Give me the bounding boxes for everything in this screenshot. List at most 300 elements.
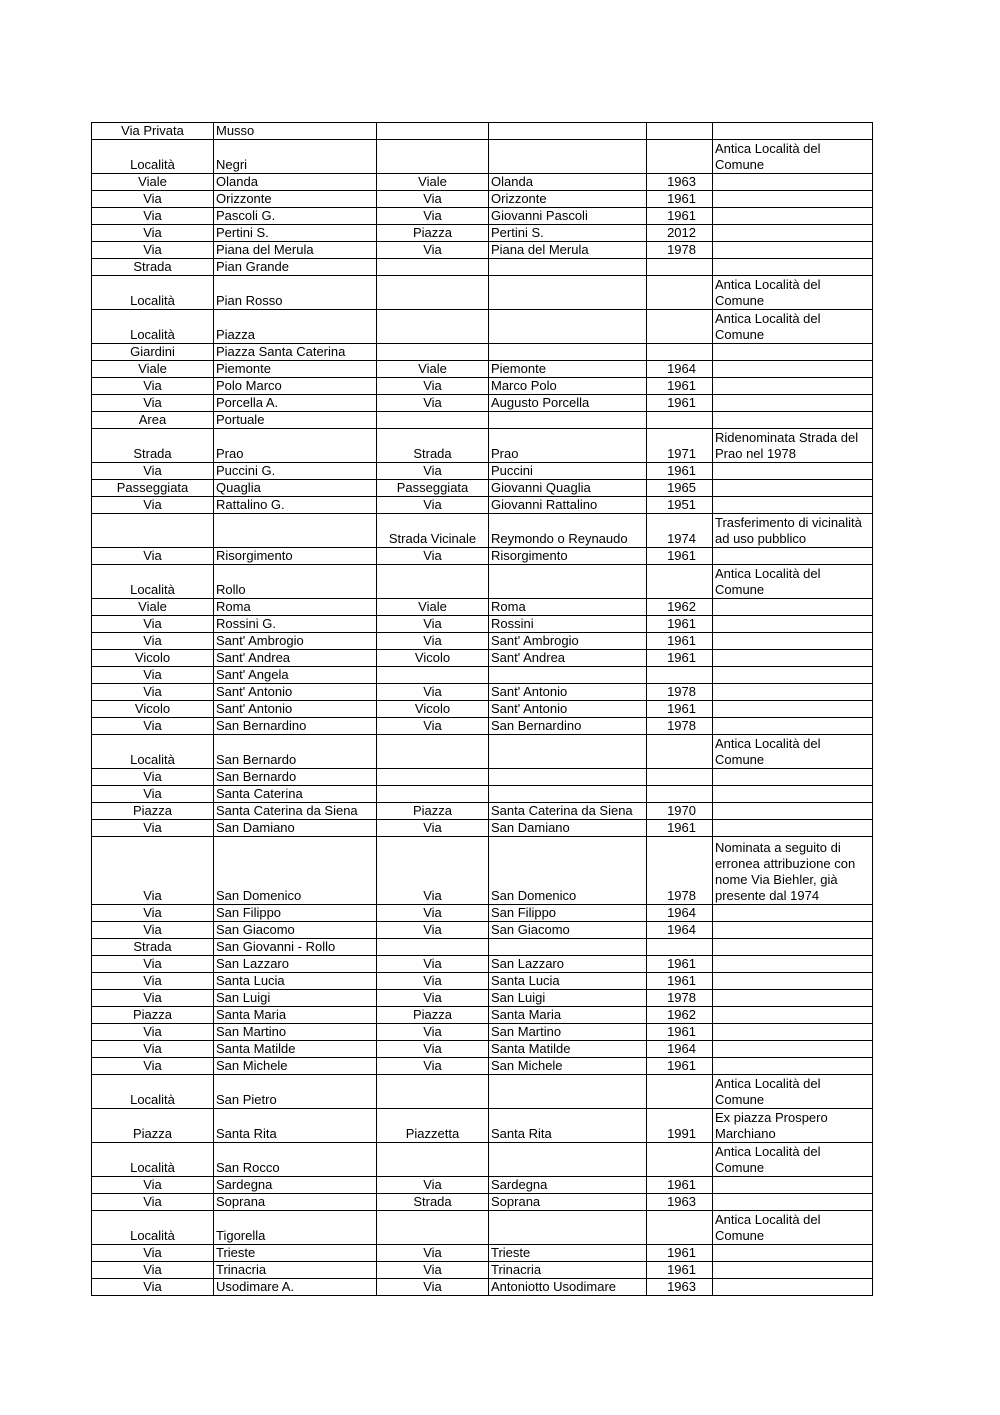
table-row bbox=[92, 1041, 873, 1058]
old-name-cell: Piana del Merula bbox=[214, 242, 377, 259]
year-cell: 1978 bbox=[647, 684, 713, 701]
old-name-cell: Pertini S. bbox=[214, 225, 377, 242]
note-cell: Trasferimento di vicinalità ad uso pubblico bbox=[713, 514, 873, 548]
old-type-cell: Località bbox=[92, 1211, 214, 1245]
table-row bbox=[92, 497, 873, 514]
note-cell bbox=[713, 922, 873, 939]
new-type-cell: Vicolo bbox=[377, 701, 489, 718]
old-type-cell: Via bbox=[92, 769, 214, 786]
new-type-cell: Via bbox=[377, 1058, 489, 1075]
note-cell: Antica Località del Comune bbox=[713, 1143, 873, 1177]
new-type-cell: Via bbox=[377, 684, 489, 701]
new-name-cell: Sant' Andrea bbox=[489, 650, 647, 667]
note-cell bbox=[713, 463, 873, 480]
table-row bbox=[92, 769, 873, 786]
table-row bbox=[92, 990, 873, 1007]
year-cell bbox=[647, 735, 713, 769]
new-type-cell: Via bbox=[377, 395, 489, 412]
year-cell bbox=[647, 667, 713, 684]
new-name-cell bbox=[489, 276, 647, 310]
new-name-cell: Trieste bbox=[489, 1245, 647, 1262]
old-type-cell: Viale bbox=[92, 174, 214, 191]
note-cell bbox=[713, 208, 873, 225]
new-type-cell: Via bbox=[377, 378, 489, 395]
old-type-cell: Strada bbox=[92, 939, 214, 956]
table-row bbox=[92, 191, 873, 208]
old-name-cell: Portuale bbox=[214, 412, 377, 429]
table-row bbox=[92, 718, 873, 735]
new-name-cell: Roma bbox=[489, 599, 647, 616]
old-type-cell: Via bbox=[92, 208, 214, 225]
table-row bbox=[92, 1143, 873, 1177]
new-type-cell: Via bbox=[377, 1041, 489, 1058]
old-type-cell: Località bbox=[92, 565, 214, 599]
year-cell: 1961 bbox=[647, 973, 713, 990]
new-name-cell bbox=[489, 344, 647, 361]
new-name-cell: Giovanni Rattalino bbox=[489, 497, 647, 514]
table-row bbox=[92, 225, 873, 242]
table-row bbox=[92, 820, 873, 837]
old-type-cell: Via bbox=[92, 905, 214, 922]
old-name-cell: San Pietro bbox=[214, 1075, 377, 1109]
new-name-cell: Soprana bbox=[489, 1194, 647, 1211]
table-row bbox=[92, 480, 873, 497]
year-cell bbox=[647, 1075, 713, 1109]
old-name-cell: Rattalino G. bbox=[214, 497, 377, 514]
old-type-cell: Via bbox=[92, 378, 214, 395]
year-cell bbox=[647, 769, 713, 786]
old-type-cell: Via bbox=[92, 1177, 214, 1194]
new-name-cell: Rossini bbox=[489, 616, 647, 633]
year-cell: 1951 bbox=[647, 497, 713, 514]
new-name-cell: Marco Polo bbox=[489, 378, 647, 395]
new-type-cell: Via bbox=[377, 990, 489, 1007]
old-name-cell: Sant' Andrea bbox=[214, 650, 377, 667]
year-cell: 1978 bbox=[647, 990, 713, 1007]
old-name-cell: Tigorella bbox=[214, 1211, 377, 1245]
year-cell: 1978 bbox=[647, 718, 713, 735]
old-type-cell: Via bbox=[92, 1024, 214, 1041]
new-type-cell bbox=[377, 412, 489, 429]
year-cell: 1964 bbox=[647, 905, 713, 922]
year-cell: 1961 bbox=[647, 463, 713, 480]
new-name-cell: Sant' Antonio bbox=[489, 701, 647, 718]
year-cell bbox=[647, 344, 713, 361]
old-name-cell: Santa Rita bbox=[214, 1109, 377, 1143]
table-row bbox=[92, 1058, 873, 1075]
table-row bbox=[92, 174, 873, 191]
old-name-cell bbox=[214, 514, 377, 548]
new-type-cell bbox=[377, 1075, 489, 1109]
new-name-cell: San Damiano bbox=[489, 820, 647, 837]
note-cell bbox=[713, 1245, 873, 1262]
old-name-cell: Sant' Antonio bbox=[214, 701, 377, 718]
old-name-cell: Sardegna bbox=[214, 1177, 377, 1194]
old-type-cell: Via bbox=[92, 820, 214, 837]
old-name-cell: Olanda bbox=[214, 174, 377, 191]
new-type-cell: Viale bbox=[377, 174, 489, 191]
old-name-cell: Roma bbox=[214, 599, 377, 616]
new-name-cell: San Filippo bbox=[489, 905, 647, 922]
old-name-cell: San Rocco bbox=[214, 1143, 377, 1177]
new-type-cell: Via bbox=[377, 922, 489, 939]
year-cell: 1961 bbox=[647, 378, 713, 395]
new-name-cell: Piana del Merula bbox=[489, 242, 647, 259]
new-type-cell: Via bbox=[377, 191, 489, 208]
old-name-cell: Santa Maria bbox=[214, 1007, 377, 1024]
year-cell: 1965 bbox=[647, 480, 713, 497]
new-type-cell: Strada bbox=[377, 1194, 489, 1211]
note-cell bbox=[713, 361, 873, 378]
old-name-cell: San Bernardo bbox=[214, 735, 377, 769]
note-cell bbox=[713, 242, 873, 259]
old-type-cell: Via bbox=[92, 718, 214, 735]
old-name-cell: Rossini G. bbox=[214, 616, 377, 633]
note-cell: Antica Località del Comune bbox=[713, 276, 873, 310]
old-name-cell: San Martino bbox=[214, 1024, 377, 1041]
table-row bbox=[92, 361, 873, 378]
note-cell bbox=[713, 123, 873, 140]
old-name-cell: Pian Rosso bbox=[214, 276, 377, 310]
old-name-cell: Prao bbox=[214, 429, 377, 463]
year-cell: 1971 bbox=[647, 429, 713, 463]
new-name-cell bbox=[489, 310, 647, 344]
note-cell bbox=[713, 1058, 873, 1075]
note-cell bbox=[713, 599, 873, 616]
new-name-cell: Reymondo o Reynaudo bbox=[489, 514, 647, 548]
year-cell: 1963 bbox=[647, 174, 713, 191]
year-cell: 1974 bbox=[647, 514, 713, 548]
table-row bbox=[92, 684, 873, 701]
old-type-cell: Viale bbox=[92, 599, 214, 616]
new-type-cell: Strada bbox=[377, 429, 489, 463]
year-cell: 1961 bbox=[647, 616, 713, 633]
note-cell bbox=[713, 191, 873, 208]
year-cell: 1961 bbox=[647, 633, 713, 650]
new-type-cell: Piazza bbox=[377, 803, 489, 820]
old-name-cell: Soprana bbox=[214, 1194, 377, 1211]
note-cell bbox=[713, 803, 873, 820]
new-name-cell bbox=[489, 565, 647, 599]
new-name-cell bbox=[489, 123, 647, 140]
year-cell: 2012 bbox=[647, 225, 713, 242]
old-type-cell: Località bbox=[92, 276, 214, 310]
note-cell bbox=[713, 344, 873, 361]
old-type-cell: Strada bbox=[92, 429, 214, 463]
table-row bbox=[92, 905, 873, 922]
note-cell bbox=[713, 497, 873, 514]
note-cell bbox=[713, 1007, 873, 1024]
table-row bbox=[92, 837, 873, 905]
old-type-cell: Via bbox=[92, 395, 214, 412]
new-type-cell: Via bbox=[377, 956, 489, 973]
new-type-cell: Via bbox=[377, 616, 489, 633]
old-type-cell: Giardini bbox=[92, 344, 214, 361]
old-type-cell: Via bbox=[92, 633, 214, 650]
old-type-cell: Vicolo bbox=[92, 650, 214, 667]
old-name-cell: San Filippo bbox=[214, 905, 377, 922]
old-type-cell: Via bbox=[92, 242, 214, 259]
note-cell bbox=[713, 786, 873, 803]
note-cell bbox=[713, 1024, 873, 1041]
old-type-cell: Via bbox=[92, 1245, 214, 1262]
old-type-cell: Via bbox=[92, 497, 214, 514]
new-name-cell: Orizzonte bbox=[489, 191, 647, 208]
street-names-table bbox=[91, 122, 873, 1296]
new-name-cell: Santa Caterina da Siena bbox=[489, 803, 647, 820]
year-cell bbox=[647, 1211, 713, 1245]
year-cell bbox=[647, 786, 713, 803]
new-type-cell bbox=[377, 310, 489, 344]
old-name-cell: Orizzonte bbox=[214, 191, 377, 208]
note-cell: Nominata a seguito di erronea attribuzione con nome Via Biehler, già presente dal 1974 bbox=[713, 837, 873, 905]
year-cell: 1961 bbox=[647, 1262, 713, 1279]
table-row bbox=[92, 463, 873, 480]
old-type-cell: Piazza bbox=[92, 803, 214, 820]
note-cell bbox=[713, 990, 873, 1007]
old-name-cell: San Domenico bbox=[214, 837, 377, 905]
old-type-cell: Via bbox=[92, 463, 214, 480]
new-type-cell: Vicolo bbox=[377, 650, 489, 667]
table-row bbox=[92, 378, 873, 395]
new-name-cell bbox=[489, 786, 647, 803]
new-name-cell: San Bernardino bbox=[489, 718, 647, 735]
year-cell: 1961 bbox=[647, 208, 713, 225]
new-name-cell: San Domenico bbox=[489, 837, 647, 905]
new-name-cell bbox=[489, 667, 647, 684]
new-name-cell: Olanda bbox=[489, 174, 647, 191]
year-cell: 1978 bbox=[647, 242, 713, 259]
note-cell bbox=[713, 378, 873, 395]
note-cell bbox=[713, 259, 873, 276]
table-row bbox=[92, 208, 873, 225]
old-type-cell: Piazza bbox=[92, 1007, 214, 1024]
note-cell bbox=[713, 650, 873, 667]
note-cell bbox=[713, 548, 873, 565]
note-cell: Antica Località del Comune bbox=[713, 1075, 873, 1109]
note-cell bbox=[713, 905, 873, 922]
old-type-cell: Vicolo bbox=[92, 701, 214, 718]
old-type-cell: Località bbox=[92, 1143, 214, 1177]
table-row bbox=[92, 1007, 873, 1024]
new-type-cell: Via bbox=[377, 1177, 489, 1194]
table-row bbox=[92, 412, 873, 429]
note-cell bbox=[713, 616, 873, 633]
old-name-cell: San Lazzaro bbox=[214, 956, 377, 973]
table-row bbox=[92, 633, 873, 650]
year-cell bbox=[647, 276, 713, 310]
new-name-cell bbox=[489, 412, 647, 429]
year-cell bbox=[647, 1143, 713, 1177]
table-row bbox=[92, 1211, 873, 1245]
table-row bbox=[92, 599, 873, 616]
table-row bbox=[92, 276, 873, 310]
old-type-cell: Strada bbox=[92, 259, 214, 276]
new-type-cell bbox=[377, 276, 489, 310]
new-type-cell bbox=[377, 123, 489, 140]
new-type-cell: Via bbox=[377, 837, 489, 905]
old-name-cell: Santa Matilde bbox=[214, 1041, 377, 1058]
table-row bbox=[92, 650, 873, 667]
old-name-cell: Trinacria bbox=[214, 1262, 377, 1279]
table-row bbox=[92, 395, 873, 412]
table-row bbox=[92, 1262, 873, 1279]
old-name-cell: Polo Marco bbox=[214, 378, 377, 395]
old-type-cell: Via bbox=[92, 191, 214, 208]
old-name-cell: Piazza bbox=[214, 310, 377, 344]
table-row bbox=[92, 429, 873, 463]
old-type-cell: Località bbox=[92, 1075, 214, 1109]
new-name-cell: Sardegna bbox=[489, 1177, 647, 1194]
year-cell bbox=[647, 140, 713, 174]
note-cell bbox=[713, 718, 873, 735]
new-name-cell bbox=[489, 140, 647, 174]
old-name-cell: Santa Caterina bbox=[214, 786, 377, 803]
year-cell bbox=[647, 939, 713, 956]
table-row bbox=[92, 667, 873, 684]
new-type-cell: Via bbox=[377, 1262, 489, 1279]
new-name-cell: Sant' Antonio bbox=[489, 684, 647, 701]
note-cell bbox=[713, 174, 873, 191]
note-cell bbox=[713, 1177, 873, 1194]
new-name-cell: San Michele bbox=[489, 1058, 647, 1075]
new-name-cell: Giovanni Pascoli bbox=[489, 208, 647, 225]
old-name-cell: Sant' Angela bbox=[214, 667, 377, 684]
old-type-cell: Via bbox=[92, 1194, 214, 1211]
table-row bbox=[92, 701, 873, 718]
table-row bbox=[92, 973, 873, 990]
table-row bbox=[92, 310, 873, 344]
old-name-cell: Rollo bbox=[214, 565, 377, 599]
year-cell: 1963 bbox=[647, 1194, 713, 1211]
old-name-cell: Pascoli G. bbox=[214, 208, 377, 225]
year-cell: 1964 bbox=[647, 1041, 713, 1058]
year-cell: 1961 bbox=[647, 701, 713, 718]
new-name-cell: Augusto Porcella bbox=[489, 395, 647, 412]
note-cell bbox=[713, 667, 873, 684]
new-name-cell: Pertini S. bbox=[489, 225, 647, 242]
note-cell: Ex piazza Prospero Marchiano bbox=[713, 1109, 873, 1143]
old-type-cell: Via bbox=[92, 1279, 214, 1296]
new-name-cell: Santa Maria bbox=[489, 1007, 647, 1024]
new-type-cell: Via bbox=[377, 820, 489, 837]
old-type-cell: Via bbox=[92, 1058, 214, 1075]
new-type-cell bbox=[377, 667, 489, 684]
year-cell: 1978 bbox=[647, 837, 713, 905]
old-type-cell: Via bbox=[92, 684, 214, 701]
old-name-cell: San Damiano bbox=[214, 820, 377, 837]
year-cell: 1961 bbox=[647, 1024, 713, 1041]
new-name-cell: Santa Rita bbox=[489, 1109, 647, 1143]
old-type-cell: Via bbox=[92, 837, 214, 905]
table-row bbox=[92, 565, 873, 599]
new-type-cell: Via bbox=[377, 973, 489, 990]
old-type-cell: Via bbox=[92, 616, 214, 633]
old-type-cell: Piazza bbox=[92, 1109, 214, 1143]
new-name-cell: San Giacomo bbox=[489, 922, 647, 939]
note-cell: Antica Località del Comune bbox=[713, 310, 873, 344]
new-name-cell bbox=[489, 1075, 647, 1109]
year-cell: 1962 bbox=[647, 1007, 713, 1024]
new-type-cell bbox=[377, 565, 489, 599]
note-cell bbox=[713, 395, 873, 412]
note-cell bbox=[713, 1262, 873, 1279]
note-cell bbox=[713, 480, 873, 497]
new-name-cell: Santa Lucia bbox=[489, 973, 647, 990]
old-type-cell: Via bbox=[92, 225, 214, 242]
new-type-cell: Viale bbox=[377, 599, 489, 616]
new-name-cell: Antoniotto Usodimare bbox=[489, 1279, 647, 1296]
new-name-cell bbox=[489, 259, 647, 276]
new-type-cell: Via bbox=[377, 242, 489, 259]
new-name-cell bbox=[489, 939, 647, 956]
new-type-cell bbox=[377, 259, 489, 276]
new-name-cell: San Luigi bbox=[489, 990, 647, 1007]
note-cell: Antica Località del Comune bbox=[713, 140, 873, 174]
new-type-cell bbox=[377, 939, 489, 956]
old-name-cell: Sant' Ambrogio bbox=[214, 633, 377, 650]
note-cell bbox=[713, 225, 873, 242]
table-row bbox=[92, 514, 873, 548]
year-cell: 1961 bbox=[647, 191, 713, 208]
new-type-cell: Via bbox=[377, 1024, 489, 1041]
old-name-cell: Pian Grande bbox=[214, 259, 377, 276]
new-name-cell: San Martino bbox=[489, 1024, 647, 1041]
old-name-cell: Risorgimento bbox=[214, 548, 377, 565]
old-name-cell: Santa Lucia bbox=[214, 973, 377, 990]
year-cell: 1961 bbox=[647, 650, 713, 667]
note-cell bbox=[713, 769, 873, 786]
year-cell: 1963 bbox=[647, 1279, 713, 1296]
new-name-cell bbox=[489, 735, 647, 769]
old-name-cell: Trieste bbox=[214, 1245, 377, 1262]
new-name-cell: Sant' Ambrogio bbox=[489, 633, 647, 650]
table-row bbox=[92, 786, 873, 803]
new-name-cell bbox=[489, 1143, 647, 1177]
new-type-cell: Via bbox=[377, 463, 489, 480]
new-name-cell: Giovanni Quaglia bbox=[489, 480, 647, 497]
old-type-cell: Passeggiata bbox=[92, 480, 214, 497]
year-cell bbox=[647, 123, 713, 140]
old-type-cell: Via Privata bbox=[92, 123, 214, 140]
table-row bbox=[92, 939, 873, 956]
new-type-cell: Via bbox=[377, 548, 489, 565]
table-row bbox=[92, 140, 873, 174]
year-cell bbox=[647, 565, 713, 599]
new-type-cell: Via bbox=[377, 718, 489, 735]
table-row bbox=[92, 1109, 873, 1143]
year-cell: 1961 bbox=[647, 956, 713, 973]
new-name-cell bbox=[489, 769, 647, 786]
table-row bbox=[92, 123, 873, 140]
old-name-cell: San Giacomo bbox=[214, 922, 377, 939]
old-name-cell: Santa Caterina da Siena bbox=[214, 803, 377, 820]
new-type-cell: Via bbox=[377, 497, 489, 514]
old-type-cell: Località bbox=[92, 310, 214, 344]
new-name-cell: Prao bbox=[489, 429, 647, 463]
new-name-cell: Risorgimento bbox=[489, 548, 647, 565]
old-type-cell: Viale bbox=[92, 361, 214, 378]
new-type-cell bbox=[377, 1211, 489, 1245]
table-row bbox=[92, 1075, 873, 1109]
new-name-cell bbox=[489, 1211, 647, 1245]
old-name-cell: Puccini G. bbox=[214, 463, 377, 480]
old-type-cell: Via bbox=[92, 956, 214, 973]
old-name-cell: San Michele bbox=[214, 1058, 377, 1075]
table-row bbox=[92, 956, 873, 973]
note-cell bbox=[713, 956, 873, 973]
new-type-cell: Via bbox=[377, 1279, 489, 1296]
